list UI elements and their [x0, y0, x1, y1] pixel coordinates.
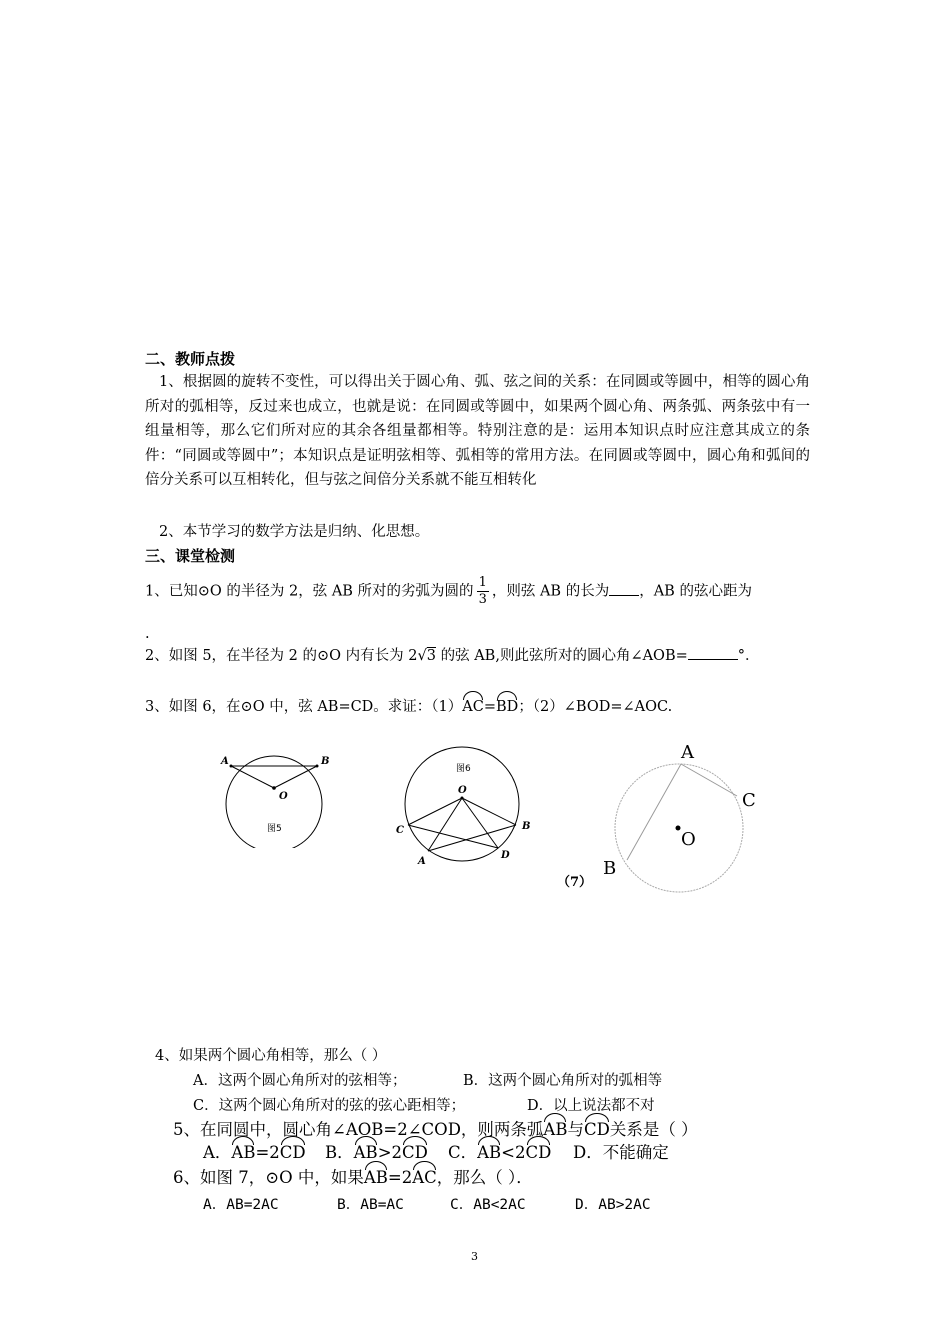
- fig6-label-d: D: [501, 850, 510, 861]
- section3-heading: 三、课堂检测: [145, 547, 236, 565]
- question-1: 1、已知⊙O 的半径为 2，弦 AB 所对的劣弧为圆的 $\frac{1}{3}$ ，则弦 AB 的长为 ，AB 的弦心距为: [145, 575, 752, 607]
- fig7-label-a: A: [681, 742, 694, 763]
- question-6-option-c: C．AB<2AC: [450, 1197, 526, 1213]
- fig7-label-b: B: [603, 858, 617, 879]
- question-5-option-c: C．AB<2CD: [448, 1143, 552, 1162]
- section2-heading: 二、教师点拨: [145, 350, 236, 368]
- answer-blank-angle: [688, 659, 738, 660]
- radical-expression: 2√3: [408, 648, 436, 664]
- question-5-option-a: A．AB=2CD: [203, 1143, 306, 1162]
- fig6-label-c: C: [396, 825, 404, 836]
- fig6-label-a: A: [418, 856, 426, 867]
- page-number: 3: [471, 1250, 478, 1263]
- arc-ac-q6: AC: [412, 1168, 437, 1187]
- question-4-option-a: A．这两个圆心角所对的弦相等；: [193, 1073, 407, 1089]
- question-3: 3、如图 6，在⊙O 中，弦 AB=CD。求证：（1）AC=BD；（2）∠BOD=∠AOC.: [145, 699, 673, 715]
- fig5-caption: 图5: [267, 824, 282, 834]
- fraction-one-third: $\frac{1}{3}$: [478, 575, 487, 607]
- section2-paragraph-1: 1、根据圆的旋转不变性，可以得出关于圆心角、弧、弦之间的关系：在同圆或等圆中，相等的圆心角所对的弧相等，反过来也成立，也就是说：在同圆或等圆中，如果两个圆心角、两条弧、两条弦中有一组量相等，那么它们所对应的其余各组量都相等。特别注意的是：运用本知识点时应注意其成立的条件：“同圆或等圆中”；本知识点是证明弦相等、弧相等的常用方法。在同圆或等圆中，圆心角和弧间的倍分关系可以互相转化，但与弦之间倍分关系就不能互相转化: [145, 374, 810, 488]
- question-5-option-b: B．AB>2CD: [325, 1143, 428, 1162]
- arc-bd: BD: [496, 699, 519, 715]
- question-5-option-d: D．不能确定: [573, 1143, 669, 1162]
- arc-ab-q6: AB: [363, 1168, 388, 1187]
- fig6-label-b: B: [522, 821, 531, 832]
- figure-6: [388, 736, 538, 876]
- question-4-stem: 4、如果两个圆心角相等，那么（ ）: [155, 1048, 387, 1064]
- question-6-option-d: D．AB>2AC: [575, 1197, 651, 1213]
- fig5-label-a: A: [221, 756, 229, 767]
- answer-blank-chord-length: [609, 595, 639, 596]
- figure-5: [215, 748, 335, 848]
- arc-ac: AC: [462, 699, 484, 715]
- fig7-caption: （7）: [557, 875, 593, 890]
- section2-paragraph-2: 2、本节学习的数学方法是归纳、化思想。: [159, 524, 430, 540]
- question-1-end: .: [145, 626, 150, 642]
- arc-ab: AB: [543, 1120, 568, 1139]
- question-6-option-b: B．AB=AC: [337, 1197, 404, 1213]
- fig5-label-o: O: [279, 791, 288, 802]
- question-4-option-b: B．这两个圆心角所对的弧相等: [463, 1073, 663, 1089]
- question-6-stem: 6、如图 7，⊙O 中，如果AB=2AC，那么（ ）．: [173, 1168, 533, 1187]
- fig5-label-b: B: [321, 756, 330, 767]
- question-4-option-d: D．以上说法都不对: [527, 1098, 655, 1114]
- question-2: 2、如图 5，在半径为 2 的⊙O 内有长为 2√3 的弦 AB,则此弦所对的圆心角∠AOB= °．: [145, 648, 760, 664]
- question-6-option-a: A．AB=2AC: [203, 1197, 279, 1213]
- fig6-label-o: O: [458, 785, 467, 796]
- question-4-option-c: C．这两个圆心角所对的弦的弦心距相等；: [193, 1098, 466, 1114]
- fig7-label-o: O: [681, 829, 696, 850]
- fig7-label-c: C: [742, 790, 756, 811]
- figure-7: [555, 738, 770, 898]
- arc-cd: CD: [583, 1120, 610, 1139]
- question-5-stem: 5、在同圆中，圆心角∠AOB=2∠COD，则两条弧AB与CD关系是（ ）: [173, 1120, 698, 1139]
- fig6-caption: 图6: [456, 764, 471, 774]
